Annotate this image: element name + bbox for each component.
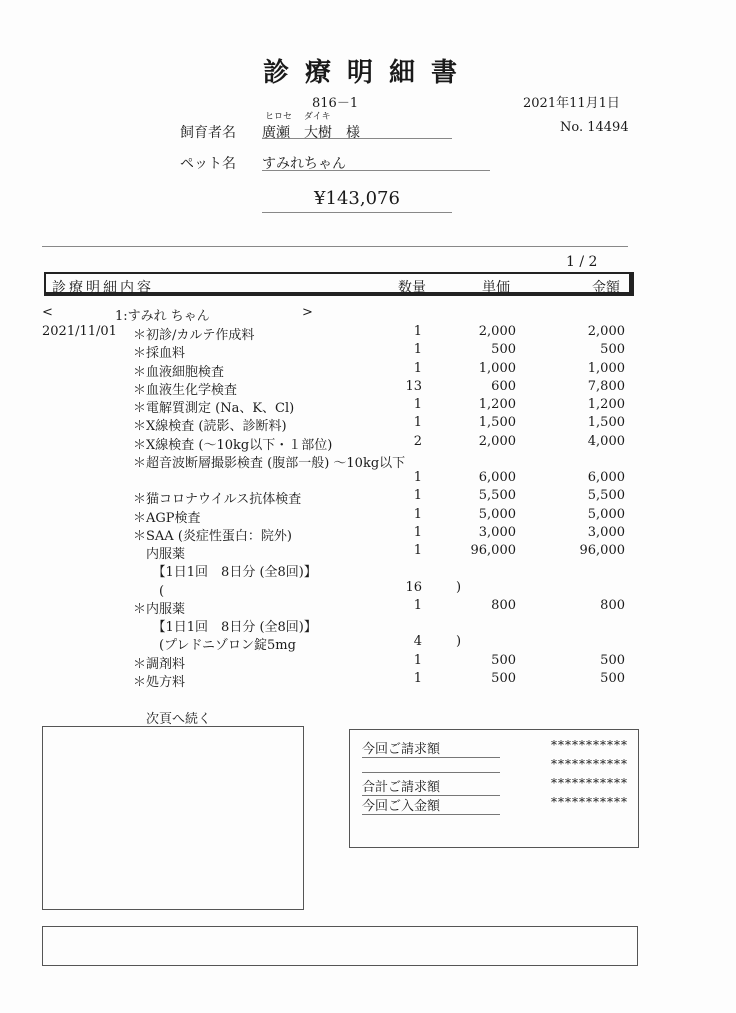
row-amount: 500 [600,670,625,686]
row-amount: 96,000 [579,543,625,558]
row-item: ＊電解質測定 (Na、K、Cl) [133,401,295,416]
row-amount: 7,800 [587,378,625,394]
summary-value: *********** [551,757,628,771]
column-header [44,272,634,296]
table-row [0,379,736,397]
summary-label: 今回ご請求額 [362,738,500,758]
column-content: 診療明細内容 [52,280,154,296]
remarks-box [42,726,304,910]
pet-label: ペット名 [180,156,236,172]
patient-open: < [42,305,53,320]
document-number: No. 14494 [560,120,629,135]
patient-close: > [302,305,313,320]
row-qty: 1 [413,470,422,485]
row-date: 2021/11/01 [42,324,117,339]
row-unit: 500 [491,670,516,686]
summary-label: 合計ご請求額 [362,776,500,796]
table-row [0,361,736,379]
row-item: ＊AGP検査 [133,510,201,526]
row-item: ＊X線検査 (読影、診断料) [133,419,287,435]
total-amount: ¥143,076 [262,188,452,213]
row-item: ＊内服薬 [133,601,186,617]
table-row [0,653,736,671]
row-amount: 3,000 [587,524,625,540]
row-item: ＊X線検査 (～10kg以下・１部位) [133,437,333,453]
row-qty: 1 [413,360,422,376]
row-item: ＊血液生化学検査 [133,382,238,398]
row-amount: 500 [600,342,625,358]
row-qty: 1 [413,415,422,431]
row-unit: 1,200 [478,397,516,412]
summary-blank-line [362,757,500,773]
row-item: (プレドニゾロン錠5mg [133,638,296,654]
summary-value: *********** [551,738,628,752]
row-unit: ) [456,634,462,650]
row-unit: 1,500 [478,415,516,431]
column-amount: 金額 [592,280,620,296]
table-row [0,415,736,433]
row-qty: 1 [413,342,422,358]
row-qty: 16 [405,579,422,595]
row-qty: 13 [405,378,422,394]
row-item: ＊処方料 [133,674,186,690]
document-code: 816－1 [312,96,359,111]
summary-value: *********** [551,776,628,790]
table-row [0,488,736,506]
row-qty: 4 [413,634,422,650]
continued-note: 次頁へ続く [146,712,212,727]
table-row [0,634,736,652]
row-unit: 5,000 [478,506,516,522]
row-qty: 1 [413,488,422,504]
column-unit: 単価 [482,280,510,296]
row-unit: 500 [491,342,516,358]
row-item: ＊超音波断層撮影検査 (腹部一般) ～10kg以下 [133,455,406,471]
row-qty: 1 [413,670,422,686]
table-row [0,452,736,470]
row-amount: 5,500 [587,488,625,504]
table-row [0,507,736,525]
row-unit: 6,000 [478,470,516,485]
row-qty: 1 [413,597,422,613]
summary-value: *********** [551,795,628,809]
column-qty: 数量 [398,280,426,296]
issue-date: 2021年11月1日 [523,96,620,111]
row-amount: 2,000 [587,324,625,339]
table-row [0,525,736,543]
row-qty: 1 [413,324,422,339]
owner-ruby: ヒロセ ダイキ [265,112,331,122]
table-row [0,580,736,598]
patient-text: 1:すみれ ちゃん [115,309,210,324]
table-row [0,616,736,634]
summary-label: 今回ご入金額 [362,795,500,815]
owner-name: 廣瀬 大樹 様 [262,122,452,139]
table-row [0,342,736,360]
row-unit: 500 [491,652,516,668]
table-row [0,543,736,561]
footer-box [42,926,638,966]
row-amount: 4,000 [587,433,625,449]
table-row [0,324,736,342]
divider [42,246,628,247]
row-item: ( [133,583,165,599]
owner-label: 飼育者名 [180,125,236,141]
row-unit: 2,000 [478,324,516,339]
table-row [0,397,736,415]
row-unit: 5,500 [478,488,516,504]
document-title: 診療明細書 [262,58,473,88]
row-amount: 6,000 [587,470,625,485]
row-unit: 96,000 [470,543,516,558]
row-unit: 800 [491,597,516,613]
row-amount: 5,000 [587,506,625,522]
patient-line [0,305,736,323]
row-unit: 600 [491,378,516,394]
row-amount: 500 [600,652,625,668]
table-row [0,470,736,488]
row-qty: 1 [413,652,422,668]
table-row [0,434,736,452]
page-number: 1 / 2 [566,254,598,270]
row-qty: 1 [413,506,422,522]
row-item: ＊SAA (炎症性蛋白：院外) [133,528,292,544]
row-unit: 1,000 [478,360,516,376]
table-row [0,671,736,689]
row-qty: 1 [413,524,422,540]
row-item: ＊血液細胞検査 [133,364,225,380]
row-item: 【1日1回 8日分 (全8回)】 [133,565,317,581]
row-item: 内服薬 [133,547,186,562]
row-item: ＊調剤料 [133,656,186,672]
row-item: ＊採血料 [133,346,186,362]
pet-name: すみれちゃん [262,153,490,171]
row-unit: ) [456,579,462,595]
row-amount: 1,500 [587,415,625,431]
row-amount: 1,200 [587,397,625,412]
row-unit: 3,000 [478,524,516,540]
table-row [0,561,736,579]
row-item: ＊初診/カルテ作成料 [133,328,255,343]
row-amount: 800 [600,597,625,613]
row-unit: 2,000 [478,433,516,449]
row-qty: 1 [413,543,422,558]
row-qty: 2 [413,433,422,449]
row-qty: 1 [413,397,422,412]
row-item: ＊猫コロナウイルス抗体検査 [133,492,302,508]
table-row [0,598,736,616]
row-amount: 1,000 [587,360,625,376]
row-item: 【1日1回 8日分 (全8回)】 [133,620,317,635]
